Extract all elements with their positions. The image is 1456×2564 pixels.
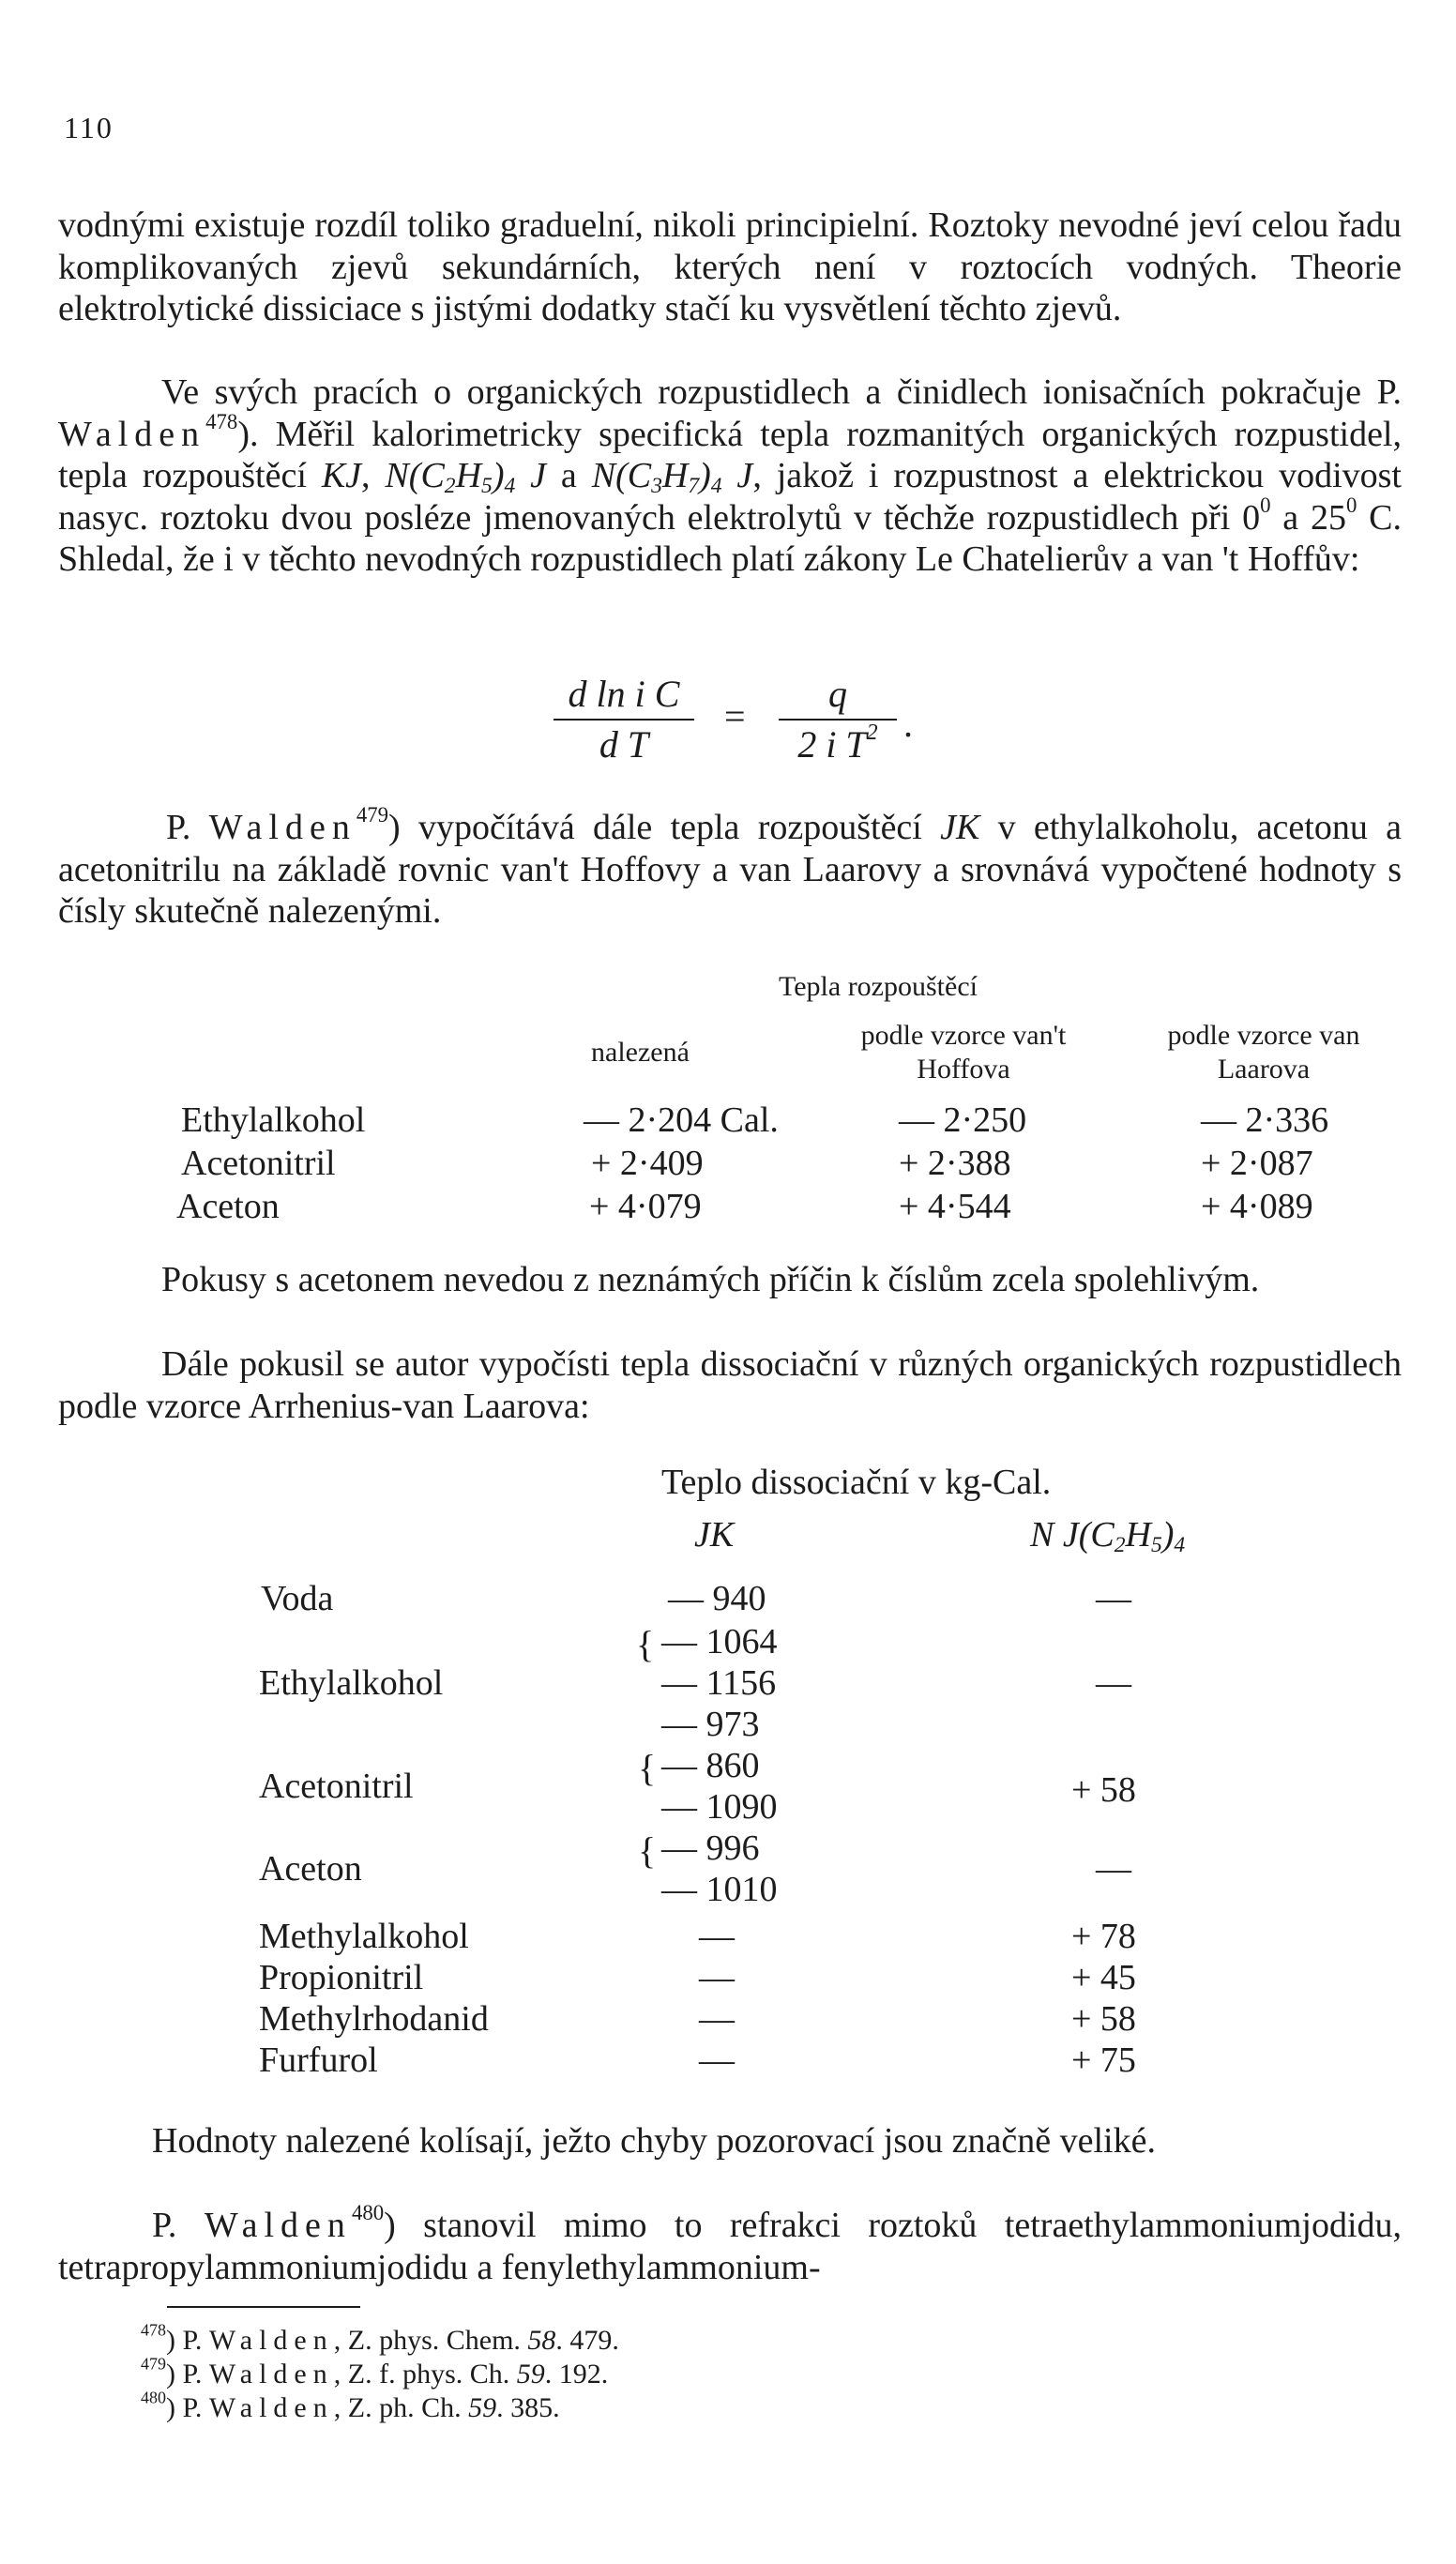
table-cell: — 973	[661, 1705, 760, 1744]
table-cell: —	[699, 1958, 735, 1997]
table-cell: + 58	[1071, 1999, 1136, 2039]
table-cell: — 2·250	[899, 1100, 1027, 1140]
fraction-denominator: d T	[599, 723, 649, 766]
reference-mark: 480	[351, 2200, 385, 2224]
brace-left: {	[636, 1623, 655, 1665]
page-number: 110	[64, 111, 114, 144]
table-cell: —	[699, 2041, 735, 2080]
formula-ethyl-ammonium: $N(C_2H_5)_4$ J	[385, 456, 547, 499]
brace-left: {	[638, 1829, 657, 1872]
table-row-label: Furfurol	[259, 2041, 378, 2080]
table-title: Tepla rozpouštěcí	[779, 971, 978, 1002]
table-row-label: Acetonitril	[181, 1144, 336, 1183]
formula-propyl-ammonium: $N(C_3H_7)_4$ J	[591, 456, 753, 499]
table-row-label: Methylrhodanid	[259, 1999, 489, 2039]
paragraph-7: P. Walden$^{480}$) stanovil mimo to refrakci roztoků tetraethylammoniumjodidu, tetrapropylammoniumjodidu a fenylethylammonium-	[58, 2200, 1403, 2287]
fraction-bar	[779, 719, 897, 721]
fraction-denominator: 2 i $T^2$	[797, 720, 878, 766]
table-cell: — 940	[668, 1579, 766, 1618]
paragraph-1: vodnými existuje rozdíl toliko graduelní, nikoli principielní. Roztoky nevodné jeví celou řadu komplikovaných zjevů sekundárních, kterých není v roztocích vodných. Theorie elektrolytické dissiciace s jistými dodatky stačí ku vysvětlení těchto zjevů.	[58, 205, 1402, 329]
table-cell: — 1090	[661, 1787, 778, 1827]
footnote: $^{480}$) P. Walden, Z. ph. Ch. 59. 385.	[141, 2388, 560, 2423]
table-cell: + 2·087	[1201, 1144, 1313, 1183]
period: .	[903, 703, 913, 745]
paragraph-2: Ve svých pracích o organických rozpustidlech a činidlech ionisačních pokračuje P. Walden$^{478}$). Měřil kalorimetricky specifická tepla rozmanitých organických rozpustidel, tepla rozpouštěcí KJ, $N(C_2H_5)_4$ J a $N(C_3H_7)_4$ J, jakož i rozpustnost a elektrickou vodivost nasyc. roztoku dvou posléze jmenovaných elektrolytů v těchže rozpustidlech při $0^0$ a $25^0$ C. Shledal, že i v těchto nevodných rozpustidlech platí zákony Le Chatelierův a van 't Hoffův:	[58, 372, 1402, 580]
table-row-label: Voda	[261, 1579, 334, 1618]
table-cell: —	[699, 1999, 735, 2039]
fraction-numerator: q	[828, 673, 847, 715]
author-name: Walden	[208, 808, 356, 847]
footnote: $^{479}$) P. Walden, Z. f. phys. Ch. 59. 192.	[141, 2354, 609, 2390]
reference-mark: 479	[356, 802, 389, 827]
table-cell: —	[1096, 1663, 1131, 1703]
table-row-label: Ethylalkohol	[181, 1100, 366, 1140]
column-header-hoff: podle vzorce van't Hoffova	[860, 1020, 1067, 1085]
table-cell: + 58	[1071, 1770, 1136, 1810]
table-cell: + 2·388	[899, 1144, 1011, 1183]
paragraph-6: Hodnoty nalezené kolísají, ježto chyby pozorovací jsou značně veliké.	[152, 2121, 1156, 2161]
table-row-label: Ethylalkohol	[259, 1663, 444, 1703]
fraction-right	[779, 674, 897, 766]
table-cell: —	[1096, 1849, 1131, 1889]
table-cell: + 45	[1071, 1958, 1136, 1997]
table-cell: — 2·336	[1201, 1100, 1329, 1140]
paragraph-5: Dále pokusil se autor vypočísti tepla dissociační v různých organických rozpustidlech podle vzorce Arrhenius-van Laarova:	[58, 1344, 1402, 1426]
table-cell: —	[699, 1917, 735, 1956]
fraction-bar	[554, 719, 694, 721]
table-cell: — 2·204 Cal.	[584, 1100, 779, 1140]
author-name: Walden	[204, 2206, 352, 2245]
fraction-left	[554, 674, 694, 766]
paragraph-3: P. Walden$^{479}$) vypočítává dále tepla rozpouštěcí JK v ethylalkoholu, acetonu a acetonitrilu na základě rovnic van't Hoffovy a van Laarovy a srovnává vypočtené hodnoty s čísly skutečně nalezenými.	[58, 802, 1402, 932]
column-header-nj: N $J(C_2H_5)_4$	[1030, 1515, 1186, 1557]
table-cell: + 2·409	[591, 1144, 704, 1183]
author-name: Walden	[58, 414, 206, 454]
column-header-laar: podle vzorce van Laarova	[1167, 1020, 1360, 1085]
table-cell: + 4·079	[589, 1187, 702, 1226]
table-cell: + 75	[1071, 2041, 1136, 2080]
fraction-numerator: d ln i C	[568, 673, 680, 715]
table-cell: — 1010	[661, 1870, 778, 1909]
table-row-label: Acetonitril	[259, 1767, 414, 1806]
table-cell: — 1156	[661, 1663, 777, 1703]
table-cell: — 996	[661, 1828, 760, 1868]
column-header-jk: JK	[694, 1515, 735, 1555]
table-row-label: Aceton	[176, 1187, 280, 1226]
table-title: Teplo dissociační v kg-Cal.	[661, 1463, 1052, 1502]
reference-mark: 478	[205, 409, 238, 433]
table-cell: + 4·089	[1201, 1187, 1313, 1226]
table-row-label: Aceton	[259, 1849, 362, 1889]
table-cell: + 78	[1071, 1917, 1136, 1956]
table-cell: + 4·544	[899, 1187, 1011, 1226]
table-cell: — 1064	[661, 1622, 778, 1661]
equation-van-t-hoff	[554, 674, 948, 777]
footnote: $^{478}$) P. Walden, Z. phys. Chem. 58. 479.	[141, 2320, 619, 2356]
table-cell: —	[1096, 1579, 1131, 1618]
brace-left: {	[638, 1747, 657, 1789]
paragraph-4: Pokusy s acetonem nevedou z neznámých příčin k číslům zcela spolehlivým.	[161, 1260, 1260, 1299]
column-header-found: nalezená	[591, 1037, 690, 1068]
footnote-rule	[167, 2306, 360, 2308]
table-row-label: Propionitril	[259, 1958, 424, 1997]
table-row-label: Methylalkohol	[259, 1917, 469, 1956]
equals-sign: =	[724, 695, 746, 737]
table-cell: — 860	[661, 1746, 760, 1785]
